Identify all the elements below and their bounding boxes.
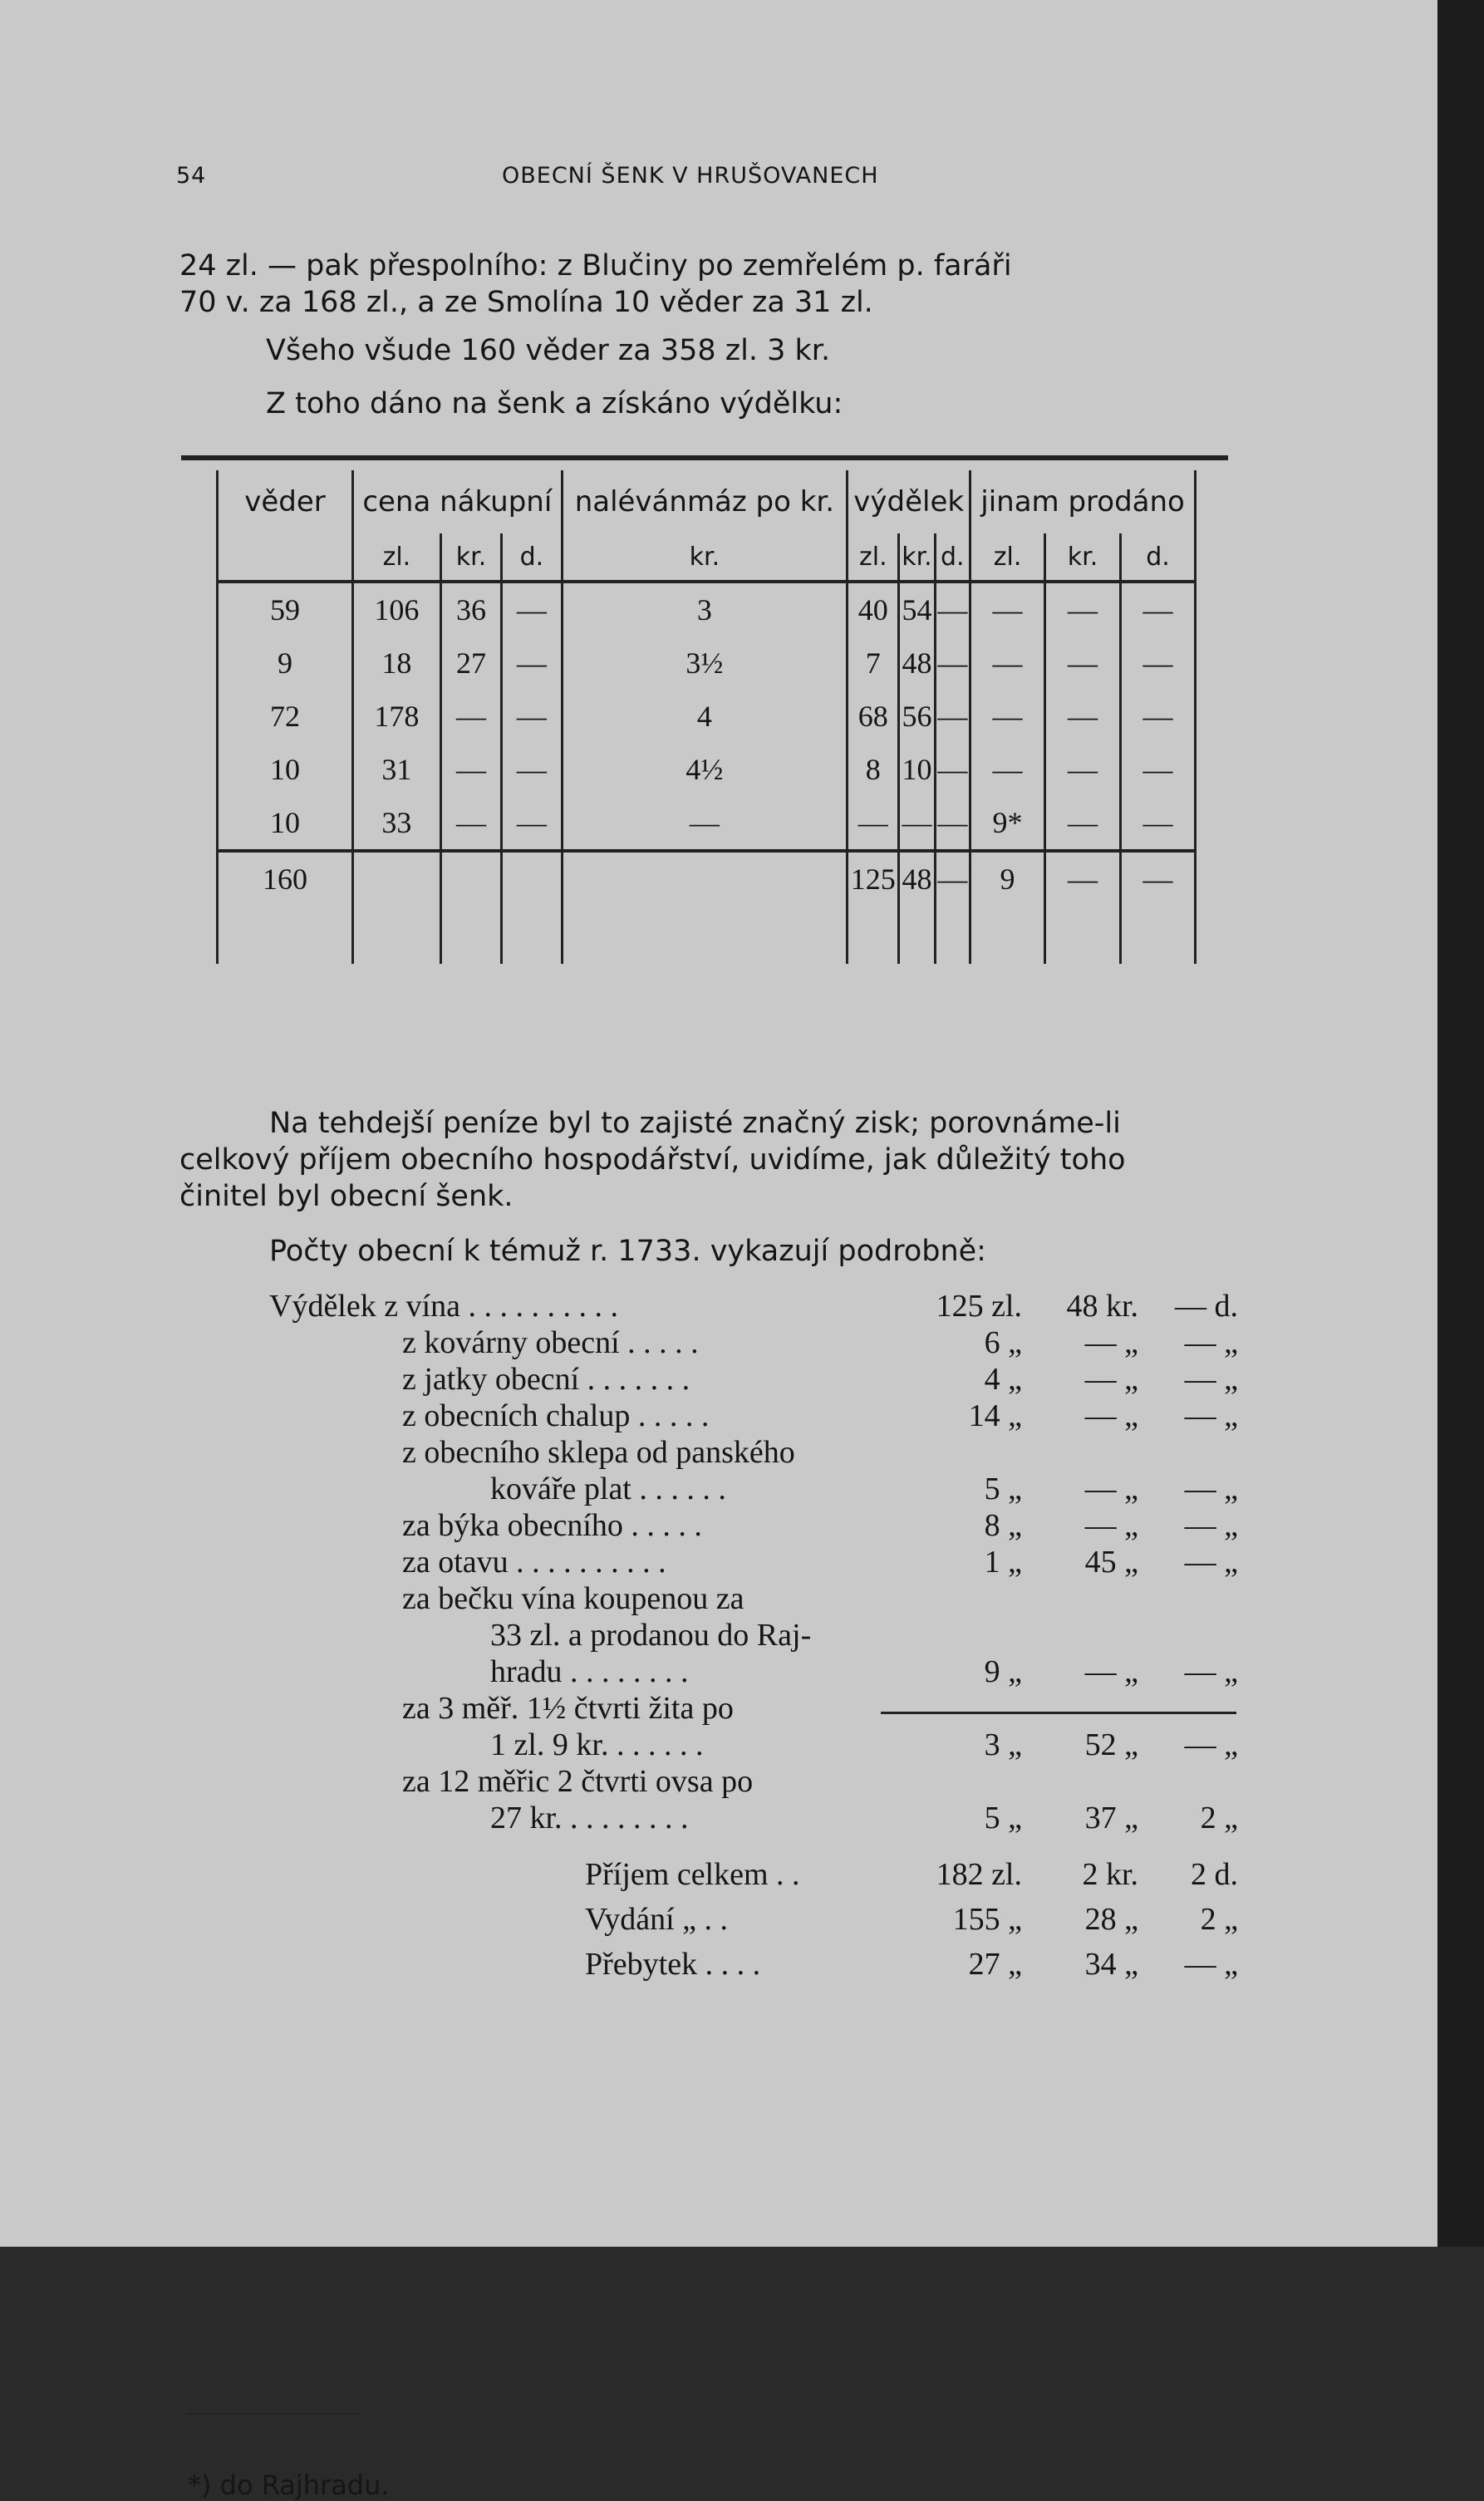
intro-line-1: 24 zl. — pak přespolního: z Blučiny po zemřelém p. faráři — [179, 249, 1012, 283]
table-row — [218, 743, 1196, 796]
para2: Počty obecní k témuž r. 1733. vykazují podrobně: — [269, 1235, 986, 1268]
account-d: 2 „ — [1200, 1902, 1238, 1937]
account-d: — „ — [1184, 1508, 1238, 1543]
col-vydelek: výdělek — [848, 470, 970, 533]
table-cell: 7 — [848, 636, 899, 690]
account-label: za 3 měř. 1½ čtvrti žita po — [402, 1691, 734, 1726]
table-cell: — — [1121, 636, 1196, 690]
table-cell — [440, 851, 501, 906]
table-header-row — [218, 470, 1196, 533]
account-kr: 34 „ — [1084, 1947, 1138, 1982]
sub-kr: kr. — [1044, 533, 1120, 582]
sub-d: d. — [935, 533, 970, 582]
account-zl: 5 „ — [984, 1472, 1022, 1506]
table-cell: 72 — [218, 690, 353, 743]
account-label: za otavu . . . . . . . . . . — [402, 1545, 666, 1580]
intro-line-4: Z toho dáno na šenk a získáno výdělku: — [266, 387, 843, 420]
table-cell: — — [935, 636, 970, 690]
account-kr: — „ — [1084, 1472, 1138, 1506]
table-cell: — — [935, 743, 970, 796]
table-cell: — — [502, 743, 562, 796]
table-cell: — — [502, 582, 562, 636]
table-cell: 3 — [562, 582, 848, 636]
table-cell: 68 — [848, 690, 899, 743]
account-d: — d. — [1175, 1289, 1238, 1324]
account-d: — „ — [1184, 1545, 1238, 1580]
col-cena-nakupni: cena nákupní — [353, 470, 563, 533]
table-cell: 160 — [218, 851, 353, 906]
table-cell: — — [502, 796, 562, 851]
footnote-rule — [186, 2413, 361, 2415]
table-cell: — — [502, 690, 562, 743]
account-zl: 5 „ — [984, 1801, 1022, 1835]
table-cell: — — [935, 851, 970, 906]
account-label: Výdělek z vína . . . . . . . . . . — [269, 1289, 619, 1324]
sub-zl: zl. — [970, 533, 1045, 582]
page-number: 54 — [176, 163, 207, 189]
para1-line-1: Na tehdejší peníze byl to zajisté značný zisk; porovnáme-li — [269, 1107, 1121, 1140]
account-zl: 3 „ — [984, 1727, 1022, 1762]
table-cell: — — [1121, 851, 1196, 906]
account-kr: 52 „ — [1084, 1727, 1138, 1762]
table-cell: — — [562, 796, 848, 851]
account-kr: — „ — [1084, 1654, 1138, 1689]
account-zl: 4 „ — [984, 1362, 1022, 1397]
table-cell: 27 — [440, 636, 501, 690]
table-cell: 10 — [218, 796, 353, 851]
account-label: z obecních chalup . . . . . — [402, 1398, 710, 1433]
table-cell: — — [1121, 690, 1196, 743]
account-d: 2 „ — [1200, 1801, 1238, 1835]
account-zl: 9 „ — [984, 1654, 1022, 1689]
table-cell: 33 — [353, 796, 441, 851]
table-row — [218, 582, 1196, 636]
account-d: — „ — [1184, 1398, 1238, 1433]
account-label: za bečku vína koupenou za — [402, 1581, 744, 1616]
sub-kr: kr. — [562, 533, 848, 582]
para1-line-3: činitel byl obecní šenk. — [179, 1180, 514, 1213]
intro-line-3: Všeho všude 160 věder za 358 zl. 3 kr. — [266, 334, 831, 367]
table-cell: — — [935, 582, 970, 636]
table-cell: 10 — [218, 743, 353, 796]
account-d: — „ — [1184, 1654, 1238, 1689]
table-cell: — — [970, 636, 1045, 690]
account-kr: 28 „ — [1084, 1902, 1138, 1937]
account-label: hradu . . . . . . . . — [490, 1654, 689, 1689]
table-row — [218, 796, 1196, 851]
table-cell: — — [935, 796, 970, 851]
table-cell: 178 — [353, 690, 441, 743]
col-nalevan: nalévánmáz po kr. — [562, 470, 848, 533]
table-cell: 10 — [899, 743, 935, 796]
account-label: z obecního sklepa od panského — [402, 1435, 795, 1470]
sub-d: d. — [1121, 533, 1196, 582]
table-cell: — — [970, 743, 1045, 796]
table-cell: — — [1044, 582, 1120, 636]
account-d: — „ — [1184, 1947, 1238, 1982]
account-kr: 37 „ — [1084, 1801, 1138, 1835]
table-cell: 36 — [440, 582, 501, 636]
table-cell: — — [848, 796, 899, 851]
account-zl: 6 „ — [984, 1325, 1022, 1360]
table-cell: — — [440, 690, 501, 743]
table-cell: 9 — [218, 636, 353, 690]
table-cell: 59 — [218, 582, 353, 636]
account-zl: 1 „ — [984, 1545, 1022, 1580]
wine-sales-table — [216, 470, 1197, 964]
running-title: OBECNÍ ŠENK V HRUŠOVANECH — [502, 163, 879, 189]
account-label: 1 zl. 9 kr. . . . . . . — [490, 1727, 704, 1762]
table-cell: 54 — [899, 582, 935, 636]
account-d: — „ — [1184, 1362, 1238, 1397]
table-cell: 8 — [848, 743, 899, 796]
account-label: kováře plat . . . . . . — [490, 1472, 726, 1506]
table-cell: — — [1121, 796, 1196, 851]
table-cell: — — [935, 690, 970, 743]
sub-zl: zl. — [848, 533, 899, 582]
sub-zl: zl. — [353, 533, 441, 582]
table-spacer-row — [218, 906, 1196, 964]
table-cell: — — [1121, 743, 1196, 796]
table-cell: — — [970, 690, 1045, 743]
table-cell — [502, 851, 562, 906]
table-cell: — — [1121, 582, 1196, 636]
table-cell: 48 — [899, 636, 935, 690]
table-cell: 106 — [353, 582, 441, 636]
table-cell: — — [1044, 743, 1120, 796]
account-label: za býka obecního . . . . . — [402, 1508, 702, 1543]
table-row — [218, 690, 1196, 743]
para1-line-2: celkový příjem obecního hospodářství, uvidíme, jak důležitý toho — [179, 1143, 1126, 1177]
table-cell: — — [502, 636, 562, 690]
table-cell: — — [1044, 636, 1120, 690]
table-cell: 56 — [899, 690, 935, 743]
account-label: Přebytek . . . . — [585, 1947, 761, 1982]
account-label: z kovárny obecní . . . . . — [402, 1325, 699, 1360]
table-cell: 31 — [353, 743, 441, 796]
table-cell: — — [899, 796, 935, 851]
sub-d: d. — [502, 533, 562, 582]
table-cell: 18 — [353, 636, 441, 690]
intro-line-2: 70 v. za 168 zl., a ze Smolína 10 věder za 31 zl. — [179, 286, 873, 319]
table-cell: — — [440, 796, 501, 851]
table-cell: 125 — [848, 851, 899, 906]
sum-rule — [881, 1712, 1236, 1714]
col-jinam-prodano: jinam prodáno — [970, 470, 1196, 533]
account-kr: 48 kr. — [1066, 1289, 1138, 1324]
account-label: za 12 měřic 2 čtvrti ovsa po — [402, 1764, 754, 1799]
account-label: 27 kr. . . . . . . . . — [490, 1801, 689, 1835]
table-cell: 4½ — [562, 743, 848, 796]
account-label: Vydání „ . . — [585, 1902, 729, 1937]
account-kr: — „ — [1084, 1362, 1138, 1397]
table-cell — [353, 851, 441, 906]
sub-kr: kr. — [899, 533, 935, 582]
scan-edge — [1437, 0, 1484, 2247]
account-label: Příjem celkem . . — [585, 1857, 800, 1892]
account-label: 33 zl. a prodanou do Raj- — [490, 1618, 812, 1653]
account-d: — „ — [1184, 1727, 1238, 1762]
account-zl: 8 „ — [984, 1508, 1022, 1543]
table-cell: — — [1044, 851, 1120, 906]
table-cell: 4 — [562, 690, 848, 743]
table-cell: — — [440, 743, 501, 796]
account-kr: 45 „ — [1084, 1545, 1138, 1580]
col-veder: věder — [218, 470, 353, 533]
table-row — [218, 636, 1196, 690]
table-cell: 48 — [899, 851, 935, 906]
table-cell: — — [1044, 690, 1120, 743]
account-d: 2 d. — [1191, 1857, 1238, 1892]
account-kr: — „ — [1084, 1398, 1138, 1433]
table-cell: 9 — [970, 851, 1045, 906]
account-zl: 125 zl. — [936, 1289, 1022, 1324]
table-cell: — — [970, 582, 1045, 636]
account-label: z jatky obecní . . . . . . . — [402, 1362, 690, 1397]
sub-kr: kr. — [440, 533, 501, 582]
table-cell: — — [1044, 796, 1120, 851]
table-top-rule — [181, 455, 1228, 460]
account-kr: 2 kr. — [1082, 1857, 1138, 1892]
table-cell: 9* — [970, 796, 1045, 851]
account-kr: — „ — [1084, 1325, 1138, 1360]
table-cell: 3½ — [562, 636, 848, 690]
table-cell: 40 — [848, 582, 899, 636]
account-zl: 27 „ — [968, 1947, 1022, 1982]
table-row — [218, 851, 1196, 906]
account-d: — „ — [1184, 1472, 1238, 1506]
account-d: — „ — [1184, 1325, 1238, 1360]
account-kr: — „ — [1084, 1508, 1138, 1543]
table-cell — [562, 851, 848, 906]
table-subheader-row — [218, 533, 1196, 582]
footnote: *) do Rajhradu. — [188, 2469, 390, 2501]
account-zl: 182 zl. — [936, 1857, 1022, 1892]
account-zl: 155 „ — [952, 1902, 1022, 1937]
account-zl: 14 „ — [968, 1398, 1022, 1433]
